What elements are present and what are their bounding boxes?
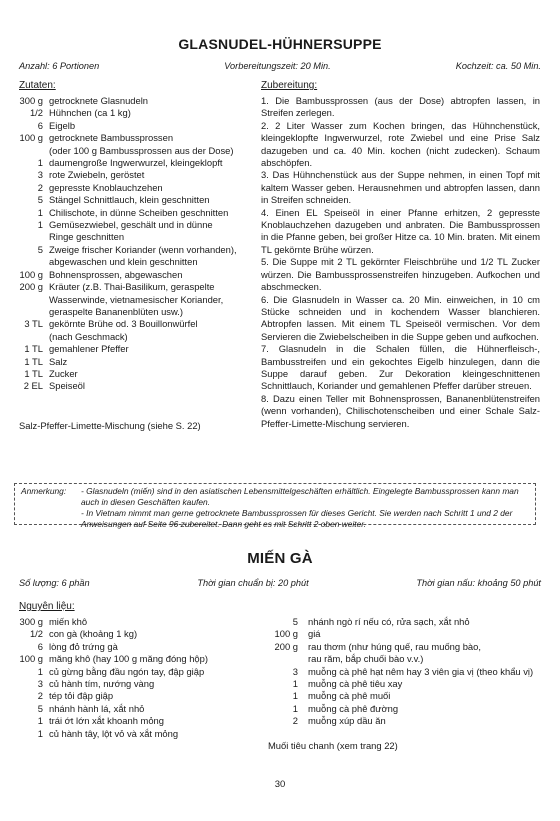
ingredient-quantity: 1: [37, 157, 43, 169]
ingredient-row: [19, 306, 257, 318]
ingredient-row: [19, 616, 269, 628]
ingredient-row: [19, 368, 257, 380]
ingredient-row: [19, 715, 269, 727]
ingredient-name: con gà (khoảng 1 kg): [49, 628, 138, 640]
ingredient-row: [19, 728, 269, 740]
ingredient-name: muỗng cà phê tiêu xay: [308, 678, 403, 690]
ingredient-quantity: 3: [37, 169, 43, 181]
ingredient-quantity: 2: [292, 715, 298, 727]
ingredient-row: [268, 678, 540, 690]
ingredient-row: [19, 331, 257, 343]
ingredient-name: trái ớt lớn xắt khoanh mỏng: [49, 715, 164, 727]
step-item: 7. Glasnudeln in die Schalen füllen, die Hühnerfleisch-, Bambusstreifen und ein gekochtes Eigelb hinzulegen, dann die Suppe darauf geben. Zur Dekoration kleingeschnittenen Schnittlauch, Koriander und gemahlenen Pfeffer darüber streuen.: [261, 343, 540, 392]
page-number: 30: [274, 779, 286, 790]
ingredient-name: Wasserwinde, vietnamesischer Koriander,: [49, 293, 224, 305]
ingredient-name: Speiseöl: [49, 380, 85, 392]
ingredient-quantity: 100 g: [19, 268, 43, 280]
ingredient-quantity: 6: [37, 640, 43, 652]
ingredient-quantity: 1 TL: [24, 367, 43, 379]
ingredient-row: [19, 231, 257, 243]
ingredient-row: [19, 653, 269, 665]
ingredient-row: [268, 703, 540, 715]
ingredient-name: củ gừng bằng đầu ngón tay, đập giập: [49, 665, 205, 677]
ingredient-quantity: 1/2: [29, 628, 43, 640]
ingredient-name: củ hành tây, lột vỏ và xắt mỏng: [49, 727, 179, 739]
ingredient-quantity: 1 TL: [24, 343, 43, 355]
ingredient-name: giá: [308, 628, 321, 640]
ingredient-quantity: 2: [37, 690, 43, 702]
note-item: - In Vietnam nimmt man gerne getrocknete Bambussprossen für dieses Gericht. Sie werden nach Schritt 1 und 2 der Anweisungen auf Seite 96 zubereitet. Dann geht es mit Schritt 2 oben weiter.: [81, 508, 513, 529]
ingredient-quantity: [19, 331, 43, 343]
recipe-title: GLASNUDEL-HÜHNERSUPPE: [178, 36, 382, 52]
step-item: 8. Dazu einen Teller mit Bohnensprossen, Bananenblütenstreifen (wenn vorhanden), Chilischotenscheiben und einer Schale Salz-Pfeffer-Limette-Mischung servieren.: [261, 392, 540, 429]
ingredient-row: [268, 666, 540, 678]
ingredient-name: abgewaschen und klein geschnitten: [49, 256, 198, 268]
ingredient-name: củ hành tím, nướng vàng: [49, 678, 155, 690]
ingredient-name: lòng đỏ trứng gà: [49, 640, 118, 652]
ingredient-quantity: [19, 145, 43, 157]
ingredient-name: (oder 100 g Bambussprossen aus der Dose): [49, 144, 234, 156]
ingredient-row: [19, 269, 257, 281]
ingredient-name: Stängel Schnittlauch, klein geschnitten: [49, 194, 210, 206]
ingredient-quantity: 3 TL: [24, 318, 43, 330]
ingredient-name: rau răm, bắp chuối bào v.v.): [308, 653, 424, 665]
ingredient-row: [19, 182, 257, 194]
ingredient-row: [19, 145, 257, 157]
ingredient-row: [19, 356, 257, 368]
ingredient-row: [19, 207, 257, 219]
ingredient-name: rau thơm (như húng quế, rau muống bào,: [308, 640, 481, 652]
ingredients-heading: Zutaten:: [19, 80, 56, 91]
ingredient-name: Kräuter (z.B. Thai-Basilikum, geraspelte: [49, 281, 215, 293]
ingredient-quantity: 300 g: [19, 95, 43, 106]
ingredient-name: măng khô (hay 100 g măng đóng hộp): [49, 653, 208, 665]
ingredient-name: Chilischote, in dünne Scheiben geschnitten: [49, 206, 229, 218]
ingredient-name: gekörnte Brühe od. 3 Bouillonwürfel: [49, 318, 198, 330]
ingredient-name: getrocknete Glasnudeln: [49, 95, 149, 106]
ingredient-quantity: 1/2: [29, 107, 43, 119]
ingredient-quantity: 1: [37, 715, 43, 727]
step-item: 1. Die Bambussprossen (aus der Dose) abtropfen lassen, in Streifen zerlegen.: [261, 95, 540, 119]
ingredients-heading-vn: Nguyên liệu:: [19, 601, 75, 612]
ingredient-row: [19, 132, 257, 144]
prep-time-vn: Thời gian chuẩn bị: 20 phút: [197, 578, 309, 588]
ingredient-row: [268, 653, 540, 665]
ingredient-quantity: 100 g: [274, 628, 298, 640]
ingredient-quantity: 1: [37, 665, 43, 677]
prep-time: Vorbereitungszeit: 20 Min.: [224, 61, 331, 71]
ingredient-quantity: 3: [37, 678, 43, 690]
ingredient-name: miến khô: [49, 616, 88, 627]
ingredient-name: Zucker: [49, 367, 78, 379]
ingredient-name: gepresste Knoblauchzehen: [49, 181, 163, 193]
ingredient-row: [268, 616, 540, 628]
ingredient-row: [19, 318, 257, 330]
step-item: 5. Die Suppe mit 2 TL gekörnter Fleischbrühe und 1/2 TL Zucker würzen. Die Bambussprossenstreifen hinzugeben. Aufkochen und abschmecken.: [261, 256, 540, 293]
ingredient-name: Salz: [49, 355, 68, 367]
ingredient-quantity: 1: [292, 702, 298, 714]
ingredient-quantity: [19, 256, 43, 268]
servings-vn: Số lượng: 6 phần: [19, 578, 90, 588]
steps-heading: Zubereitung:: [261, 80, 318, 91]
ingredient-row: [19, 641, 269, 653]
ingredient-row: [19, 157, 257, 169]
ingredient-row: [19, 107, 257, 119]
ingredient-quantity: 6: [37, 119, 43, 131]
ingredient-quantity: 2 EL: [23, 380, 43, 392]
ingredient-row: [268, 641, 540, 653]
ingredient-quantity: 100 g: [19, 132, 43, 144]
ingredient-row: [19, 690, 269, 702]
ingredient-row: [19, 169, 257, 181]
ingredient-quantity: 1: [37, 219, 43, 231]
ingredient-name: getrocknete Bambussprossen: [49, 132, 174, 144]
ingredient-quantity: 5: [37, 243, 43, 255]
ingredient-row: [19, 244, 257, 256]
recipe-meta: [19, 61, 541, 71]
ingredient-row: [268, 690, 540, 702]
ingredients-list-vn-right: [268, 616, 540, 728]
ingredient-name: muỗng xúp dầu ăn: [308, 715, 386, 727]
ingredients-extra-vn: Muối tiêu chanh (xem trang 22): [268, 740, 398, 751]
ingredient-name: (nach Geschmack): [49, 330, 128, 342]
ingredient-row: [19, 380, 257, 392]
ingredient-row: [19, 678, 269, 690]
ingredient-name: gemahlener Pfeffer: [49, 343, 129, 355]
ingredient-name: Bohnensprossen, abgewaschen: [49, 268, 183, 280]
recipe-title-vn: MIẾN GÀ: [247, 550, 313, 567]
servings: Anzahl: 6 Portionen: [19, 61, 100, 71]
ingredient-name: rote Zwiebeln, geröstet: [49, 169, 145, 181]
ingredient-quantity: 5: [37, 194, 43, 206]
ingredient-name: muỗng cà phê hạt nêm hay 3 viên gia vị (theo khẩu vị): [308, 665, 534, 677]
ingredient-quantity: 1: [292, 690, 298, 702]
ingredient-quantity: [19, 306, 43, 318]
recipe-meta-vn: [19, 578, 541, 588]
ingredient-name: Ringe geschnitten: [49, 231, 125, 243]
note-box: [14, 483, 536, 529]
ingredients-extra: Salz-Pfeffer-Limette-Mischung (siehe S. 22): [19, 420, 201, 431]
ingredient-name: Gemüsezwiebel, geschält und in dünne: [49, 219, 213, 231]
ingredient-name: nhánh ngò rí nếu có, rửa sạch, xắt nhỏ: [308, 616, 470, 627]
ingredient-row: [19, 703, 269, 715]
ingredients-list-vn-left: [19, 616, 269, 740]
ingredient-name: Zweige frischer Koriander (wenn vorhanden),: [49, 243, 237, 255]
step-item: 2. 2 Liter Wasser zum Kochen bringen, das Hühnchenstück, kleingeklopfte Ingwerwurzel, rote Zwiebel und eine Prise Salz dazugeben und ca. 40 Min. kochen (nicht zudecken). Schaum abschöpfen.: [261, 119, 540, 169]
note-label: Anmerkung:: [21, 486, 67, 496]
ingredient-quantity: [268, 653, 298, 665]
ingredient-quantity: [19, 294, 43, 306]
cook-time-vn: Thời gian nấu: khoảng 50 phút: [416, 578, 541, 588]
ingredient-row: [19, 666, 269, 678]
ingredient-row: [19, 95, 257, 107]
ingredient-row: [268, 715, 540, 727]
ingredient-name: daumengroße Ingwerwurzel, kleingeklopft: [49, 157, 223, 169]
ingredient-quantity: 5: [292, 616, 298, 627]
ingredient-quantity: 200 g: [19, 281, 43, 293]
ingredient-row: [19, 219, 257, 231]
ingredient-quantity: 2: [37, 181, 43, 193]
ingredient-row: [19, 294, 257, 306]
step-item: 3. Das Hühnchenstück aus der Suppe nehmen, in einen Topf mit kaltem Wasser geben. Herausnehmen und abtropfen lassen, dann in Streifen schneiden.: [261, 169, 540, 206]
steps-list: [261, 95, 540, 430]
ingredient-row: [19, 120, 257, 132]
ingredient-name: muỗng cà phê đường: [308, 702, 399, 714]
step-item: 4. Einen EL Speiseöl in einer Pfanne erhitzen, 2 gepresste Knoblauchzehen dazugeben und anbraten. Die Bambussprossen in die Pfanne geben, bei großer Hitze ca. 10 Min. braten. Mit einem TL gekörnte Brühe würzen.: [261, 206, 540, 255]
cook-time: Kochzeit: ca. 50 Min.: [455, 61, 541, 71]
ingredient-name: muỗng cà phê muối: [308, 690, 391, 702]
ingredient-quantity: [19, 231, 43, 243]
ingredient-row: [19, 256, 257, 268]
ingredient-name: Eigelb: [49, 119, 76, 131]
ingredient-row: [19, 281, 257, 293]
ingredient-row: [19, 343, 257, 355]
ingredient-name: tép tỏi đập giập: [49, 690, 114, 702]
ingredient-quantity: 100 g: [19, 653, 43, 665]
ingredient-name: geraspelte Bananenblüten usw.): [49, 305, 183, 317]
ingredient-quantity: 5: [37, 702, 43, 714]
ingredient-quantity: 3: [292, 665, 298, 677]
note-item: - Glasnudeln (miến) sind in den asiatischen Lebensmittelgeschäften erhältlich. Eingelegte Bambussprossen kann man auch in diesen Geschäften kaufen.: [81, 486, 519, 507]
ingredient-quantity: 1 TL: [24, 355, 43, 367]
ingredient-quantity: 1: [37, 727, 43, 739]
ingredient-quantity: 300 g: [19, 616, 43, 627]
ingredient-row: [19, 628, 269, 640]
ingredient-quantity: 1: [37, 206, 43, 218]
ingredient-row: [19, 194, 257, 206]
ingredient-row: [268, 628, 540, 640]
ingredient-quantity: 200 g: [274, 640, 298, 652]
step-item: 6. Die Glasnudeln in Wasser ca. 20 Min. einweichen, in 10 cm Stücke schneiden und in kochendem Wasser blanchieren. Abtropfen lassen. Mit einem TL Speiseöl vermischen. Vor dem Servieren die Zwiebelscheiben in die Suppe geben und aufkochen.: [261, 293, 540, 342]
ingredient-name: Hühnchen (ca 1 kg): [49, 107, 131, 119]
ingredients-list: [19, 95, 257, 393]
ingredient-quantity: 1: [292, 678, 298, 690]
ingredient-name: nhánh hành lá, xắt nhỏ: [49, 702, 145, 714]
